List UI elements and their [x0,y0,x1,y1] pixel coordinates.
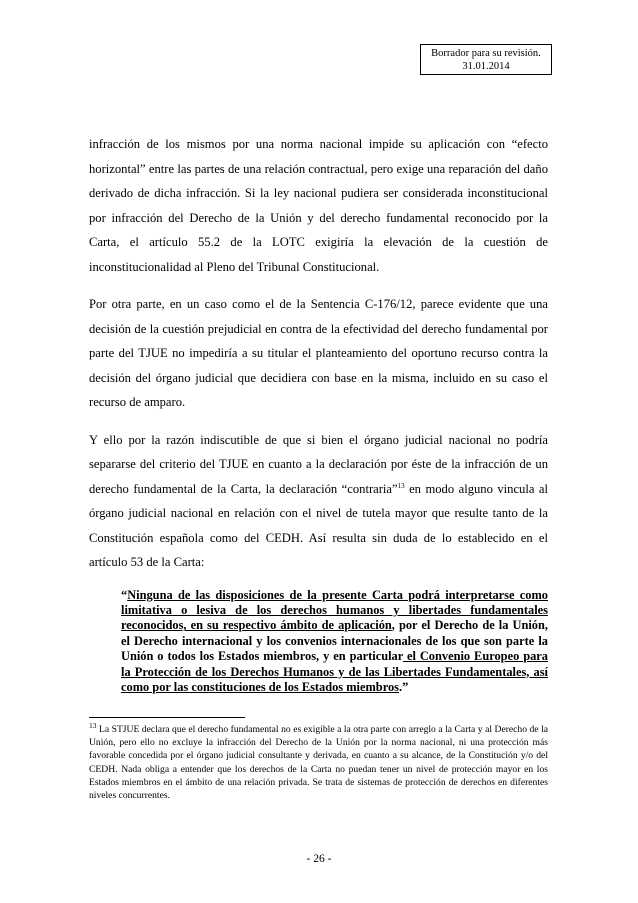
footnote-reference[interactable]: 13 [397,481,405,490]
quote-underlined-part-1: Ninguna de las disposiciones de la presente Carta podrá interpretarse como limitativa o lesiva de los derechos humanos y libertades fundamentales reconocidos, en su respectivo ámbito de aplicación [121,587,548,633]
draft-notice-date: 31.01.2014 [462,61,510,72]
footnote-13 [89,720,548,802]
footnote-text: La STJUE declara que el derecho fundamental no es exigible a la otra parte con arreglo a la Carta y al Derecho de la Unión, pero ello no excluye la infracción del Derecho de la Unión por la norma nacional, ni una protección más favorable concedida por el órgano judicial consultante y derivada, en cuanto a su alcance, de la Constitución y/o del CEDH. Nada obliga a entender que los derechos de la Carta no puedan tener un nivel de protección mayor en los Estados miembros en el ámbito de una relación privada. Se trata de sistemas de protección de derechos en diferentes niveles concurrentes. [89,724,548,802]
document-body [89,132,548,695]
quote-close-mark: .” [399,679,409,694]
paragraph-1: infracción de los mismos por una norma nacional impide su aplicación con “efecto horizontal” entre las partes de una relación contractual, pero exige una reparación del daño derivado de dicha infracción. Si la ley nacional pudiera ser considerada inconstitucional por infracción del Derecho de la Unión y del derecho fundamental reconocido por la Carta, el artículo 55.2 de la LOTC exigiría la elevación de la cuestión de inconstitucionalidad al Pleno del Tribunal Constitucional. [89,137,548,274]
paragraph-2: Por otra parte, en un caso como el de la Sentencia C-176/12, parece evidente que una decisión de la cuestión prejudicial en contra de la efectividad del derecho fundamental por parte del TJUE no impediría a su titular el planteamiento del oportuno recurso contra la decisión del órgano judicial que decidiera con base en la misma, incluido en su caso el recurso de amparo. [89,297,548,409]
quote-plain-part: , por el Derecho de la Unión, el Derecho internacional y los convenios internacionales de los que son parte la Unión o todos los Estados miembros, y en particular [121,618,548,664]
draft-notice-label: Borrador para su revisión. [431,48,541,59]
footnote-separator [89,717,245,718]
paragraph-3-text-end: en modo alguno vincula al órgano judicial nacional en relación con el nivel de tutela mayor que resulte tanto de la Constitución española como del CEDH. Así resulta sin duda de lo establecido en el artículo 53 de la Carta: [89,481,549,569]
draft-notice-box [420,44,552,75]
page-number: - 26 - [306,853,332,865]
quote-underlined-part-2: el Convenio Europeo para la Protección de los Derechos Humanos y de las Libertades Fundamentales, así como por las constituciones de los Estados miembros [121,649,548,694]
article-53-quote [121,588,548,696]
paragraph-3-text-start: Y ello por la razón indiscutible de que si bien el órgano judicial nacional no podría separarse del criterio del TJUE en cuanto a la declaración por éste de la infracción de un derecho fundamental de la Carta, la declaración “contraria” [89,432,548,496]
paragraph-3 [89,428,548,575]
quote-open-mark: “ [121,587,128,602]
footnote-number: 13 [89,720,97,730]
